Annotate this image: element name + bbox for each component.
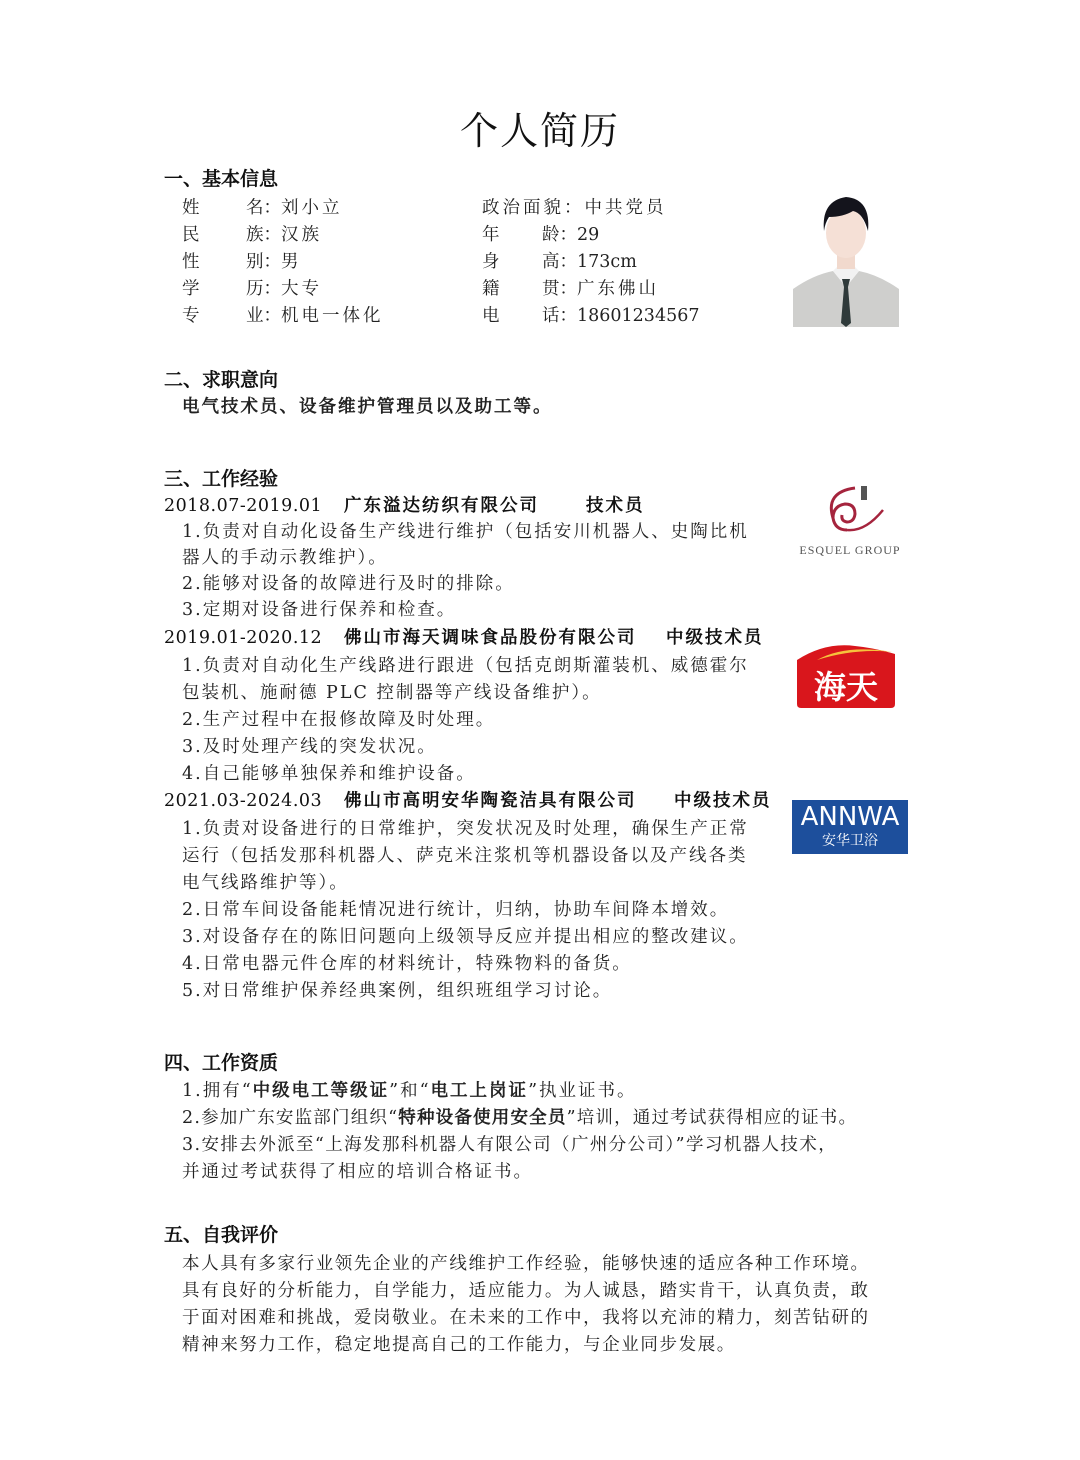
section-heading-basic: 一、基本信息 xyxy=(164,168,279,190)
job-duty-line: 4.日常电器元件仓库的材料统计，特殊物料的备货。 xyxy=(182,954,632,974)
info-ethnicity: 民 族：汉族 xyxy=(182,225,322,245)
self-eval-line: 精神来努力工作，稳定地提高自己的工作能力，与企业同步发展。 xyxy=(182,1335,736,1355)
qualification-item: 1.拥有“中级电工等级证”和“电工上岗证”执业证书。 xyxy=(182,1081,637,1101)
info-name: 姓 名：刘小立 xyxy=(182,198,343,218)
qualification-item: 3.安排去外派至“上海发那科机器人有限公司（广州分公司）”学习机器人技术， xyxy=(182,1135,838,1155)
section-heading-experience: 三、工作经验 xyxy=(164,468,279,490)
job-duty-line: 4.自己能够单独保养和维护设备。 xyxy=(182,764,476,784)
info-phone: 电 话：18601234567 xyxy=(482,306,700,326)
job-duty-line: 5.对日常维护保养经典案例，组织班组学习讨论。 xyxy=(182,981,613,1001)
section-heading-qualifications: 四、工作资质 xyxy=(164,1052,279,1074)
job-duty-line: 1.负责对设备进行的日常维护，突发状况及时处理，确保生产正常 xyxy=(182,819,749,839)
job-duty-line: 1.负责对自动化生产线路进行跟进（包括克朗斯灌装机、威德霍尔 xyxy=(182,656,749,676)
section-heading-intent: 二、求职意向 xyxy=(164,369,279,391)
job-date: 2021.03-2024.03 xyxy=(164,791,323,811)
job-company: 佛山市高明安华陶瓷洁具有限公司 xyxy=(344,791,637,811)
job-company: 广东溢达纺织有限公司 xyxy=(344,496,539,516)
info-political: 政治面貌：中共党员 xyxy=(482,198,667,218)
annwa-logo: ANNWA 安华卫浴 xyxy=(792,800,908,854)
info-gender: 性 别：男 xyxy=(182,252,302,272)
section-heading-self-eval: 五、自我评价 xyxy=(164,1224,279,1246)
self-eval-line: 于面对困难和挑战，爱岗敬业。在未来的工作中，我将以充沛的精力，刻苦钻研的 xyxy=(182,1308,870,1328)
job-duty-line: 3.对设备存在的陈旧问题向上级领导反应并提出相应的整改建议。 xyxy=(182,927,749,947)
job-duty-line: 3.及时处理产线的突发状况。 xyxy=(182,737,437,757)
job-header xyxy=(164,787,772,812)
info-education: 学 历：大专 xyxy=(182,279,322,299)
info-age: 年 龄：29 xyxy=(482,225,600,245)
qualification-item: 并通过考试获得了相应的培训合格证书。 xyxy=(182,1162,533,1182)
job-duty-line: 1.负责对自动化设备生产线进行维护（包括安川机器人、史陶比机 xyxy=(182,522,749,542)
info-major: 专 业：机电一体化 xyxy=(182,306,384,326)
job-duty-line: 包装机、施耐德 PLC 控制器等产线设备维护）。 xyxy=(182,683,602,703)
info-hometown: 籍 贯：广东佛山 xyxy=(482,279,659,299)
intent-text: 电气技术员、设备维护管理员以及助工等。 xyxy=(182,397,553,417)
job-duty-line: 3.定期对设备进行保养和检查。 xyxy=(182,600,457,620)
info-height: 身 高：173cm xyxy=(482,252,637,272)
job-header xyxy=(164,492,645,517)
job-header xyxy=(164,624,764,649)
job-date: 2018.07-2019.01 xyxy=(164,496,323,516)
page-title: 个人简历 xyxy=(459,109,620,153)
job-role: 技术员 xyxy=(586,496,645,516)
job-company: 佛山市海天调味食品股份有限公司 xyxy=(344,628,637,648)
svg-text:ESQUEL GROUP: ESQUEL GROUP xyxy=(799,543,901,557)
job-duty-line: 2.日常车间设备能耗情况进行统计，归纳，协助车间降本增效。 xyxy=(182,900,730,920)
job-role: 中级技术员 xyxy=(674,791,772,811)
esquel-logo xyxy=(795,480,905,560)
svg-text:海天: 海天 xyxy=(813,668,879,706)
job-duty-line: 电气线路维护等）。 xyxy=(182,873,349,893)
job-date: 2019.01-2020.12 xyxy=(164,628,323,648)
qualification-item: 2.参加广东安监部门组织“特种设备使用安全员”培训，通过考试获得相应的证书。 xyxy=(182,1108,858,1128)
self-eval-line: 具有良好的分析能力，自学能力，适应能力。为人诚恳，踏实肯干，认真负责，敢 xyxy=(182,1281,870,1301)
haitian-logo xyxy=(795,640,897,708)
job-duty-line: 器人的手动示教维护）。 xyxy=(182,548,388,568)
job-duty-line: 2.生产过程中在报修故障及时处理。 xyxy=(182,710,496,730)
profile-photo xyxy=(793,187,899,327)
job-duty-line: 运行（包括发那科机器人、萨克米注浆机等机器设备以及产线各类 xyxy=(182,846,748,866)
self-eval-line: 本人具有多家行业领先企业的产线维护工作经验，能够快速的适应各种工作环境。 xyxy=(182,1254,870,1274)
job-role: 中级技术员 xyxy=(666,628,764,648)
job-duty-line: 2.能够对设备的故障进行及时的排除。 xyxy=(182,574,515,594)
